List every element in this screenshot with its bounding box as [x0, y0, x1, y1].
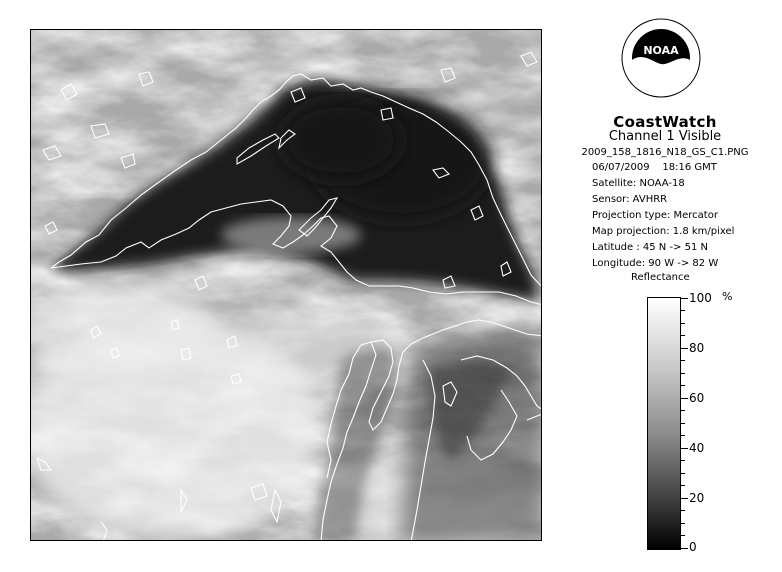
satellite-image[interactable] [30, 29, 542, 541]
logo-text: NOAA [643, 44, 679, 57]
colorbar-title: Reflectance [631, 272, 690, 283]
colorbar-tick [681, 423, 685, 424]
date-text: 06/07/2009 [592, 162, 650, 173]
colorbar-tick [681, 373, 685, 374]
satellite-info: Satellite: NOAA-18 [592, 178, 685, 189]
colorbar-label-0: 0 [689, 540, 697, 554]
time-text: 18:16 GMT [662, 162, 717, 173]
colorbar-tick [681, 498, 688, 499]
colorbar-tick [681, 435, 685, 436]
filename: 2009_158_1816_N18_GS_C1.PNG [581, 147, 749, 158]
datetime [592, 162, 717, 173]
app-title: CoastWatch [613, 113, 717, 131]
noaa-logo [621, 18, 701, 98]
colorbar-label-60: 60 [689, 391, 705, 405]
latitude-info: Latitude : 45 N -> 51 N [592, 242, 708, 253]
projection-type-info: Projection type: Mercator [592, 210, 718, 221]
colorbar-label-80: 80 [689, 341, 705, 355]
colorbar-tick [681, 460, 685, 461]
colorbar-label-100: 100 [689, 291, 712, 305]
colorbar-label-20: 20 [689, 491, 705, 505]
colorbar-tick [681, 335, 685, 336]
satellite-map-svg [31, 30, 542, 541]
colorbar-tick [681, 448, 688, 449]
colorbar-label-40: 40 [689, 441, 705, 455]
reflectance-colorbar [647, 297, 681, 550]
colorbar-tick [681, 348, 688, 349]
colorbar-tick [681, 298, 688, 299]
colorbar-tick [681, 410, 685, 411]
map-projection-info: Map projection: 1.8 km/pixel [592, 226, 735, 237]
colorbar-tick [681, 360, 685, 361]
colorbar-tick [681, 485, 685, 486]
colorbar-tick [681, 310, 685, 311]
colorbar-tick [681, 473, 685, 474]
channel-subtitle: Channel 1 Visible [608, 129, 722, 144]
colorbar-tick [681, 535, 685, 536]
colorbar-tick [681, 323, 685, 324]
lake-huron [401, 330, 542, 541]
longitude-info: Longitude: 90 W -> 82 W [592, 258, 719, 269]
colorbar-tick [681, 398, 688, 399]
sensor-info: Sensor: AVHRR [592, 194, 668, 205]
colorbar-unit: % [722, 290, 733, 303]
colorbar-tick [681, 385, 685, 386]
colorbar-tick [681, 548, 688, 549]
colorbar-tick [681, 510, 685, 511]
colorbar-tick [681, 523, 685, 524]
